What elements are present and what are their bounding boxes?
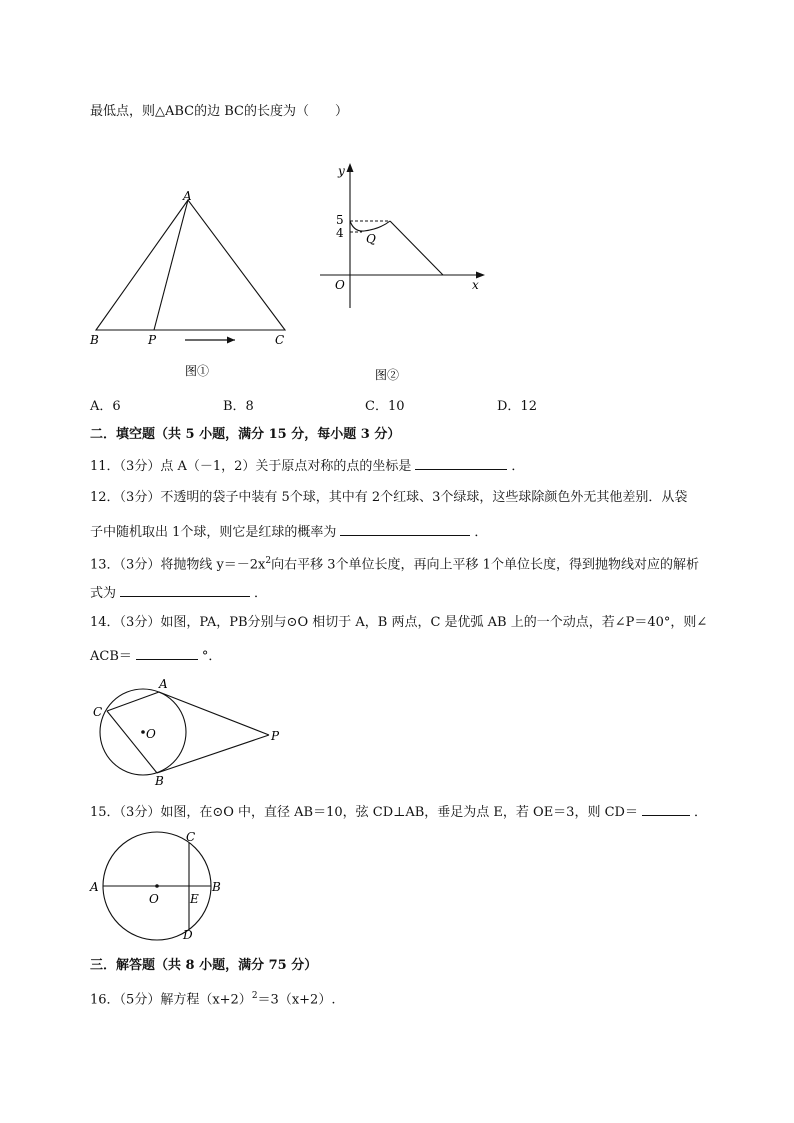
question-16 <box>90 987 335 1009</box>
chord-ca <box>107 692 159 711</box>
label-y: y <box>338 164 345 178</box>
question-16-text-a: 16．（5分）解方程（x+2） <box>90 992 252 1008</box>
answer-blank-14 <box>136 646 198 660</box>
label-p: P <box>148 333 157 347</box>
figure-1-caption: 图① <box>185 364 210 378</box>
answer-blank-15 <box>642 802 690 816</box>
question-13-line-2 <box>90 583 267 603</box>
question-11-text: 11．（3分）点 A（－1，2）关于原点对称的点的坐标是 <box>90 459 412 474</box>
label-c: C <box>93 705 103 719</box>
section-3-heading: 三．解答题（共 8 小题，满分 75 分） <box>90 958 318 973</box>
label-a: A <box>183 189 192 203</box>
center-dot <box>141 730 145 734</box>
label-d: D <box>183 928 193 942</box>
question-13-line-1 <box>90 552 699 574</box>
question-13-text-c: 式为 <box>90 586 117 601</box>
figure-4-chord <box>85 826 235 946</box>
label-c: C <box>186 830 196 844</box>
answer-blank-12 <box>340 522 470 536</box>
triangle-abc <box>96 200 285 330</box>
label-a: A <box>159 677 168 691</box>
label-x: x <box>472 278 479 292</box>
label-p: P <box>271 729 280 743</box>
label-o: O <box>335 278 345 292</box>
option-c: C．10 <box>365 399 405 414</box>
y-axis-arrow <box>347 163 354 172</box>
question-13-text-a: 13．（3分）将抛物线 y＝－2x <box>90 557 266 573</box>
question-14-line-2 <box>90 646 221 666</box>
label-a: A <box>90 880 99 894</box>
label-e: E <box>190 892 199 906</box>
question-11-end: ． <box>511 459 525 474</box>
label-four: 4 <box>336 226 344 240</box>
question-12-end: ． <box>474 525 488 540</box>
segment-ap <box>154 200 188 330</box>
label-c: C <box>275 333 285 347</box>
label-b: B <box>155 774 164 788</box>
question-14-text-b: °． <box>201 649 222 664</box>
label-q: Q <box>366 232 376 246</box>
tangent-pa <box>159 692 269 735</box>
question-12-line-2 <box>90 522 487 542</box>
label-five: 5 <box>336 213 344 227</box>
question-14-line-1: 14．（3分）如图，PA，PB分别与⊙O 相切于 A，B 两点，C 是优弧 AB 上的一个动点，若∠P＝40°，则∠ <box>90 615 708 630</box>
label-o: O <box>146 727 156 741</box>
curve-q <box>350 221 390 231</box>
label-b: B <box>212 880 221 894</box>
question-13-end: ． <box>254 586 268 601</box>
option-d: D．12 <box>497 399 537 414</box>
answer-blank-13 <box>120 583 250 597</box>
option-a: A．6 <box>90 399 121 414</box>
figure-2-caption: 图② <box>375 368 400 382</box>
label-b: B <box>90 333 99 347</box>
figure-2-graph <box>320 155 500 385</box>
question-12-line-1: 12．（3分）不透明的袋子中装有 5个球，其中有 2个红球、3个绿球，这些球除颜色外无其他差别．从袋 <box>90 490 688 505</box>
answer-blank-11 <box>415 456 507 470</box>
question-11 <box>90 456 524 476</box>
figure-3-tangents <box>88 672 298 792</box>
intro-line: 最低点，则△ABC的边 BC的长度为（ ） <box>90 104 349 119</box>
question-15 <box>90 802 707 822</box>
question-14-text-a: ACB＝ <box>90 649 132 664</box>
label-o: O <box>149 892 159 906</box>
descending-segment <box>390 221 443 275</box>
question-15-end: ． <box>693 805 707 820</box>
tangent-pb <box>157 735 269 773</box>
question-12-text: 子中随机取出 1个球，则它是红球的概率为 <box>90 525 337 540</box>
arrow-head <box>227 337 235 344</box>
option-b: B．8 <box>223 399 254 414</box>
question-16-text-b: ＝3（x+2）. <box>257 992 336 1008</box>
section-2-heading: 二．填空题（共 5 小题，满分 15 分，每小题 3 分） <box>90 427 401 442</box>
center-dot <box>155 884 159 888</box>
figure-1-triangle <box>80 185 300 385</box>
question-16-sup: 2 <box>251 991 258 1001</box>
question-13-text-b: 向右平移 3个单位长度，再向上平移 1个单位长度，得到抛物线对应的解析 <box>271 557 699 573</box>
question-13-sup: 2 <box>265 556 272 566</box>
question-15-text: 15．（3分）如图，在⊙O 中，直径 AB＝10，弦 CD⊥AB，垂足为点 E，若 OE＝3，则 CD＝ <box>90 805 638 820</box>
